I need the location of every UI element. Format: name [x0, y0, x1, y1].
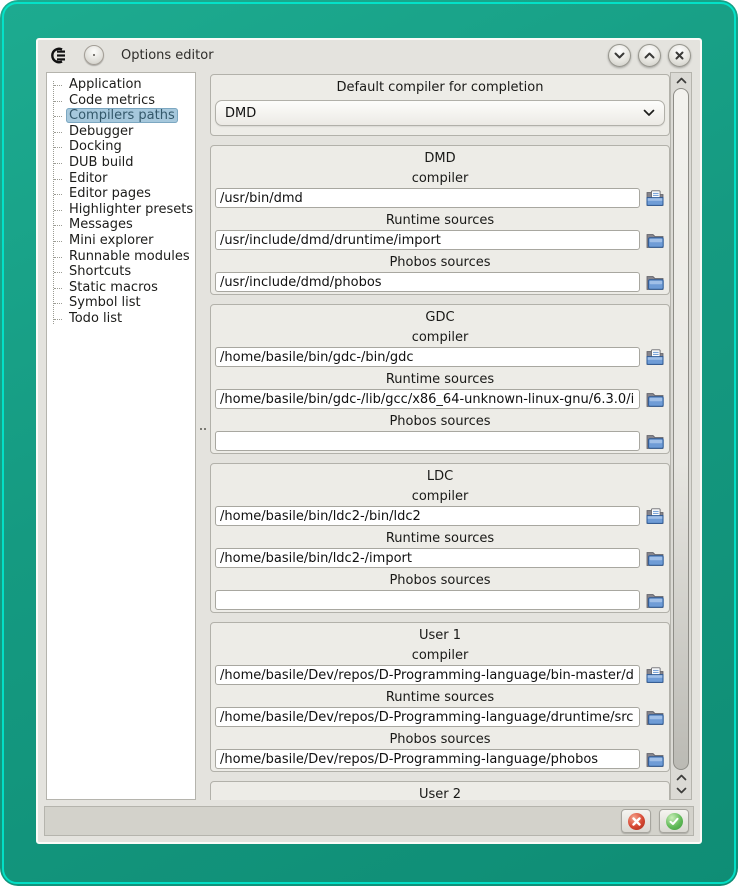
options-panel: [210, 72, 670, 800]
path-field-row: [215, 389, 665, 409]
scroll-down-icon[interactable]: [672, 784, 690, 797]
path-field-row: [215, 431, 665, 451]
compiler-group-user-1: [210, 622, 670, 772]
path-input[interactable]: [215, 665, 640, 685]
path-field-row: [215, 506, 665, 526]
sidebar-item-label: Symbol list: [69, 295, 141, 311]
close-icon: [675, 51, 684, 60]
field-label: Runtime sources: [385, 690, 495, 705]
close-button[interactable]: [668, 44, 691, 67]
path-input[interactable]: [215, 749, 640, 769]
sidebar-item-symbol-list[interactable]: [47, 295, 195, 311]
sidebar-item-label: Code metrics: [69, 92, 156, 108]
cancel-icon: [628, 813, 645, 830]
sidebar-item-label: DUB build: [69, 154, 134, 170]
open-file-icon[interactable]: [645, 507, 665, 525]
path-input[interactable]: [215, 188, 640, 208]
coedit-logo-icon: [47, 47, 71, 64]
category-tree: [46, 72, 196, 800]
path-input[interactable]: [215, 548, 640, 568]
sidebar-item-label: Highlighter presets: [69, 201, 194, 217]
path-field-row: [215, 707, 665, 727]
path-input[interactable]: [215, 272, 640, 292]
chevron-up-icon: [644, 52, 655, 59]
open-file-icon[interactable]: [645, 666, 665, 684]
folder-icon[interactable]: [645, 549, 665, 567]
cancel-button[interactable]: [621, 809, 651, 833]
window-menu-button[interactable]: [84, 45, 104, 65]
field-label: Runtime sources: [385, 213, 495, 228]
splitter-handle[interactable]: [196, 72, 210, 800]
compiler-group-user-2: [210, 781, 670, 800]
field-label: compiler: [411, 648, 469, 663]
maximize-button[interactable]: [638, 44, 661, 67]
sidebar-item-dub-build[interactable]: [47, 155, 195, 171]
sidebar-item-label: Todo list: [69, 310, 123, 326]
group-title: LDC: [426, 469, 454, 484]
sidebar-item-code-metrics[interactable]: [47, 93, 195, 109]
scroll-up-icon[interactable]: [672, 771, 690, 784]
sidebar-item-shortcuts[interactable]: [47, 264, 195, 280]
sidebar-item-label: Static macros: [69, 279, 158, 295]
path-input[interactable]: [215, 590, 640, 610]
folder-icon[interactable]: [645, 591, 665, 609]
folder-icon[interactable]: [645, 390, 665, 408]
footer-bar: [44, 806, 694, 836]
group-title: User 1: [418, 628, 462, 643]
sidebar-item-runnable-modules[interactable]: [47, 249, 195, 265]
sidebar-item-label: Application: [69, 77, 142, 92]
path-field-row: [215, 749, 665, 769]
sidebar-item-messages[interactable]: [47, 217, 195, 233]
path-input[interactable]: [215, 506, 640, 526]
chevron-down-icon: [643, 109, 655, 117]
path-input[interactable]: [215, 230, 640, 250]
field-label: Phobos sources: [389, 414, 491, 429]
compiler-group-dmd: [210, 145, 670, 295]
field-label: Phobos sources: [389, 573, 491, 588]
path-field-row: [215, 548, 665, 568]
window-title: Options editor: [121, 47, 214, 63]
sidebar-item-mini-explorer[interactable]: [47, 233, 195, 249]
sidebar-item-todo-list[interactable]: [47, 311, 195, 327]
sidebar-item-label: Editor: [69, 170, 108, 186]
group-title: DMD: [424, 151, 456, 166]
field-label: Phobos sources: [389, 255, 491, 270]
sidebar-item-label: Docking: [69, 139, 122, 155]
group-title: GDC: [425, 310, 455, 325]
field-label: Runtime sources: [385, 372, 495, 387]
chevron-down-icon: [614, 52, 625, 59]
content-area: [46, 72, 692, 800]
path-field-row: [215, 590, 665, 610]
path-field-row: [215, 272, 665, 292]
sidebar-item-label: Shortcuts: [69, 264, 132, 280]
sidebar-item-editor-pages[interactable]: [47, 186, 195, 202]
folder-icon[interactable]: [645, 231, 665, 249]
field-label: compiler: [411, 330, 469, 345]
sidebar-item-static-macros[interactable]: [47, 280, 195, 296]
path-field-row: [215, 188, 665, 208]
sidebar-item-compilers-paths[interactable]: [47, 108, 195, 124]
ok-icon: [666, 813, 683, 830]
window-controls: [608, 44, 691, 67]
titlebar[interactable]: [38, 40, 700, 70]
path-input[interactable]: [215, 389, 640, 409]
sidebar-item-highlighter-presets[interactable]: [47, 202, 195, 218]
compiler-group-ldc: [210, 463, 670, 613]
sidebar-item-label: Runnable modules: [69, 248, 190, 264]
field-label: compiler: [411, 489, 469, 504]
default-compiler-combobox[interactable]: [215, 100, 665, 126]
open-file-icon[interactable]: [645, 348, 665, 366]
compiler-group-gdc: [210, 304, 670, 454]
scroll-up-icon[interactable]: [672, 74, 690, 87]
group-title: User 2: [418, 787, 462, 800]
accept-button[interactable]: [659, 809, 689, 833]
vertical-scrollbar[interactable]: [670, 72, 692, 800]
folder-icon[interactable]: [645, 273, 665, 291]
sidebar-item-label: Editor pages: [69, 186, 151, 202]
open-file-icon[interactable]: [645, 189, 665, 207]
sidebar-item-label: Debugger: [69, 123, 134, 139]
scrollbar-thumb[interactable]: [673, 88, 689, 770]
sidebar-item-label: Messages: [69, 217, 133, 233]
sidebar-item-label: Mini explorer: [69, 232, 154, 248]
path-field-row: [215, 347, 665, 367]
path-input[interactable]: [215, 431, 640, 451]
folder-icon[interactable]: [645, 708, 665, 726]
combobox-value: DMD: [225, 105, 257, 121]
folder-icon[interactable]: [645, 432, 665, 450]
path-input[interactable]: [215, 707, 640, 727]
default-compiler-group: [210, 74, 670, 136]
sidebar-item-application[interactable]: [47, 77, 195, 93]
sidebar-item-debugger[interactable]: [47, 124, 195, 140]
path-input[interactable]: [215, 347, 640, 367]
minimize-button[interactable]: [608, 44, 631, 67]
sidebar-item-editor[interactable]: [47, 171, 195, 187]
folder-icon[interactable]: [645, 750, 665, 768]
group-title: Default compiler for completion: [336, 80, 544, 95]
options-editor-window: [36, 38, 702, 844]
path-field-row: [215, 230, 665, 250]
path-field-row: [215, 665, 665, 685]
field-label: compiler: [411, 171, 469, 186]
sidebar-item-label: Compilers paths: [66, 108, 178, 123]
field-label: Runtime sources: [385, 531, 495, 546]
sidebar-item-docking[interactable]: [47, 139, 195, 155]
field-label: Phobos sources: [389, 732, 491, 747]
